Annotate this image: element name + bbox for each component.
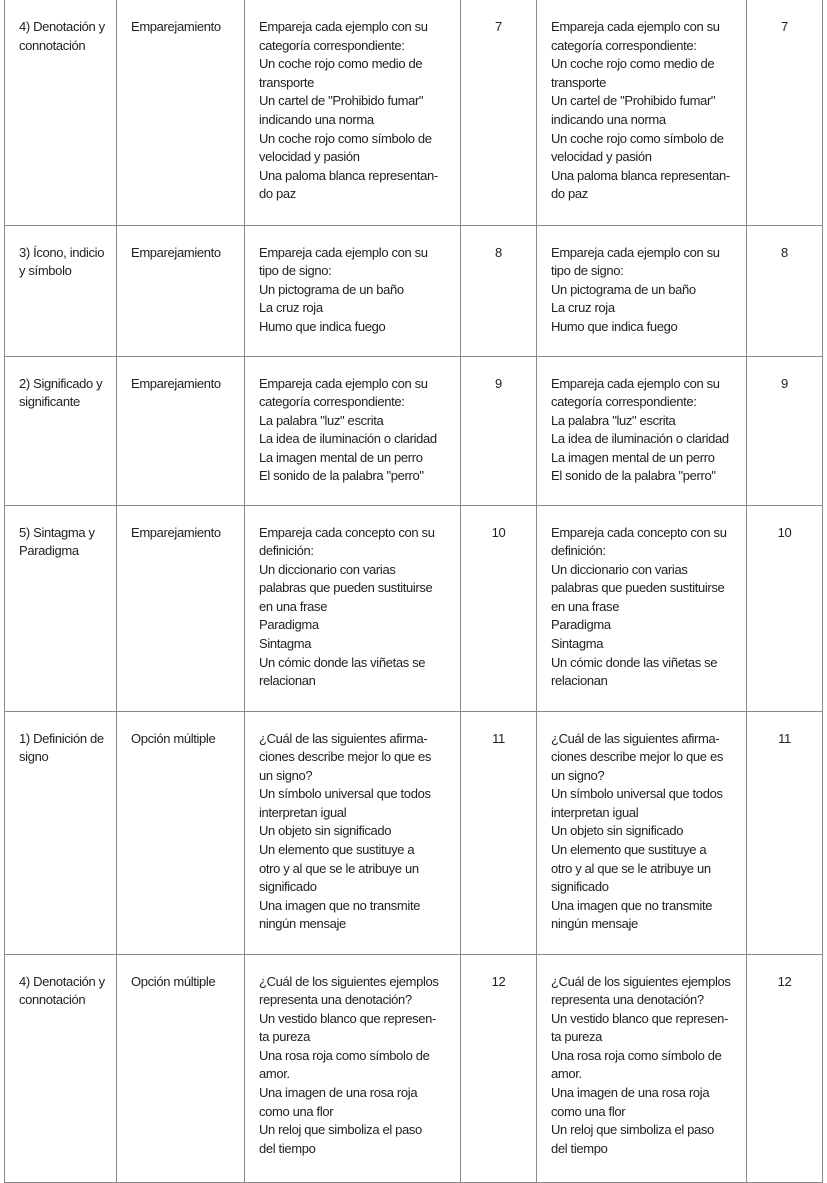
- number-cell: 10: [461, 505, 537, 711]
- question-copy-cell: Empareja cada concepto con su definición: Un diccionario con varias palabras que pueden sustituirse en una frase Paradigma Sintagma Un cómic donde las viñetas se relacionan: [537, 505, 747, 711]
- type-cell: Emparejamiento: [117, 225, 245, 356]
- type-cell: Emparejamiento: [117, 505, 245, 711]
- type-cell: Opción múltiple: [117, 954, 245, 1182]
- number-cell: 12: [461, 954, 537, 1182]
- number-copy-cell: 7: [747, 0, 823, 225]
- questions-table: [4, 0, 823, 1183]
- number-cell: 11: [461, 711, 537, 954]
- number-copy-cell: 12: [747, 954, 823, 1182]
- table-row: [5, 505, 823, 711]
- table-row: [5, 356, 823, 505]
- topic-cell: 4) Denotación y connotación: [5, 0, 117, 225]
- question-copy-cell: Empareja cada ejemplo con su categoría correspondiente: La palabra "luz" escrita La idea de iluminación o claridad La imagen mental de un perro El sonido de la palabra "perro": [537, 356, 747, 505]
- topic-cell: 2) Significado y significante: [5, 356, 117, 505]
- type-cell: Emparejamiento: [117, 356, 245, 505]
- table-row: [5, 225, 823, 356]
- number-copy-cell: 8: [747, 225, 823, 356]
- question-copy-cell: ¿Cuál de los siguientes ejemplos representa una denotación? Un vestido blanco que represen- ta pureza Una rosa roja como símbolo de amor. Una imagen de una rosa roja como una flor Un reloj que simboliza el paso del tiempo: [537, 954, 747, 1182]
- table-row: [5, 954, 823, 1182]
- number-copy-cell: 10: [747, 505, 823, 711]
- number-copy-cell: 11: [747, 711, 823, 954]
- question-cell: Empareja cada ejemplo con su categoría correspondiente: Un coche rojo como medio de transporte Un cartel de "Prohibido fumar" indicando una norma Un coche rojo como símbolo de velocidad y pasión Una paloma blanca representan- do paz: [245, 0, 461, 225]
- type-cell: Emparejamiento: [117, 0, 245, 225]
- type-cell: Opción múltiple: [117, 711, 245, 954]
- question-copy-cell: ¿Cuál de las siguientes afirma- ciones describe mejor lo que es un signo? Un símbolo universal que todos interpretan igual Un objeto sin significado Un elemento que sustituye a otro y al que se le atribuye un significado Una imagen que no transmite ningún mensaje: [537, 711, 747, 954]
- question-cell: Empareja cada ejemplo con su tipo de signo: Un pictograma de un baño La cruz roja Humo que indica fuego: [245, 225, 461, 356]
- question-copy-cell: Empareja cada ejemplo con su tipo de signo: Un pictograma de un baño La cruz roja Humo que indica fuego: [537, 225, 747, 356]
- table-row: [5, 711, 823, 954]
- question-cell: Empareja cada concepto con su definición: Un diccionario con varias palabras que pueden sustituirse en una frase Paradigma Sintagma Un cómic donde las viñetas se relacionan: [245, 505, 461, 711]
- question-cell: Empareja cada ejemplo con su categoría correspondiente: La palabra "luz" escrita La idea de iluminación o claridad La imagen mental de un perro El sonido de la palabra "perro": [245, 356, 461, 505]
- number-copy-cell: 9: [747, 356, 823, 505]
- number-cell: 9: [461, 356, 537, 505]
- number-cell: 7: [461, 0, 537, 225]
- topic-cell: 1) Definición de signo: [5, 711, 117, 954]
- number-cell: 8: [461, 225, 537, 356]
- question-cell: ¿Cuál de las siguientes afirma- ciones describe mejor lo que es un signo? Un símbolo universal que todos interpretan igual Un objeto sin significado Un elemento que sustituye a otro y al que se le atribuye un significado Una imagen que no transmite ningún mensaje: [245, 711, 461, 954]
- question-copy-cell: Empareja cada ejemplo con su categoría correspondiente: Un coche rojo como medio de transporte Un cartel de "Prohibido fumar" indicando una norma Un coche rojo como símbolo de velocidad y pasión Una paloma blanca representan- do paz: [537, 0, 747, 225]
- question-cell: ¿Cuál de los siguientes ejemplos representa una denotación? Un vestido blanco que represen- ta pureza Una rosa roja como símbolo de amor. Una imagen de una rosa roja como una flor Un reloj que simboliza el paso del tiempo: [245, 954, 461, 1182]
- topic-cell: 3) Ícono, indicio y símbolo: [5, 225, 117, 356]
- topic-cell: 5) Sintagma y Paradigma: [5, 505, 117, 711]
- table-row: [5, 0, 823, 225]
- topic-cell: 4) Denotación y connotación: [5, 954, 117, 1182]
